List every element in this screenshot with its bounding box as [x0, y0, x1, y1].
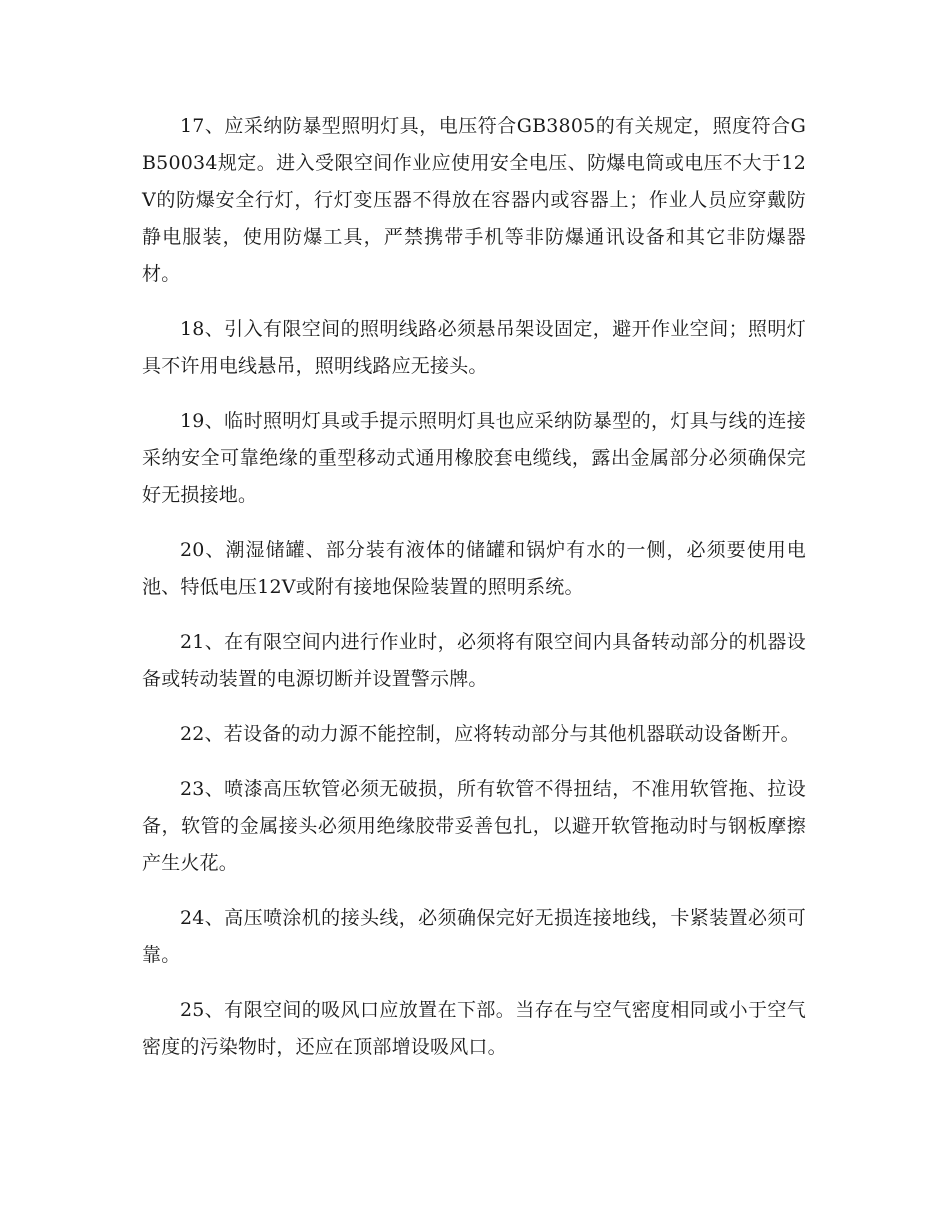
document-body	[142, 108, 806, 1084]
paragraph-24: 24、高压喷涂机的接头线，必须确保完好无损连接地线，卡紧装置必须可靠。	[142, 907, 806, 966]
paragraph-19: 19、临时照明灯具或手提示照明灯具也应采纳防暴型的，灯具与线的连接采纳安全可靠绝缘的重型移动式通用橡胶套电缆线，露出金属部分必须确保完好无损接地。	[142, 410, 806, 506]
paragraph-21: 21、在有限空间内进行作业时，必须将有限空间内具备转动部分的机器设备或转动装置的电源切断并设置警示牌。	[142, 631, 806, 690]
paragraph-17: 17、应采纳防暴型照明灯具，电压符合GB3805的有关规定，照度符合GB50034规定。进入受限空间作业应使用安全电压、防爆电筒或电压不大于12V的防爆安全行灯，行灯变压器不得放在容器内或容器上；作业人员应穿戴防静电服装，使用防爆工具，严禁携带手机等非防爆通讯设备和其它非防爆器材。	[142, 115, 806, 285]
paragraph-22: 22、若设备的动力源不能控制，应将转动部分与其他机器联动设备断开。	[180, 723, 800, 745]
paragraph-25: 25、有限空间的吸风口应放置在下部。当存在与空气密度相同或小于空气密度的污染物时，还应在顶部增设吸风口。	[142, 999, 806, 1058]
paragraph-23: 23、喷漆高压软管必须无破损，所有软管不得扭结，不准用软管拖、拉设备，软管的金属接头必须用绝缘胶带妥善包扎，以避开软管拖动时与钢板摩擦产生火花。	[142, 778, 806, 874]
paragraph-18: 18、引入有限空间的照明线路必须悬吊架设固定，避开作业空间；照明灯具不许用电线悬吊，照明线路应无接头。	[142, 318, 806, 377]
paragraph-20: 20、潮湿储罐、部分装有液体的储罐和锅炉有水的一侧，必须要使用电池、特低电压12V或附有接地保险装置的照明系统。	[142, 539, 806, 598]
